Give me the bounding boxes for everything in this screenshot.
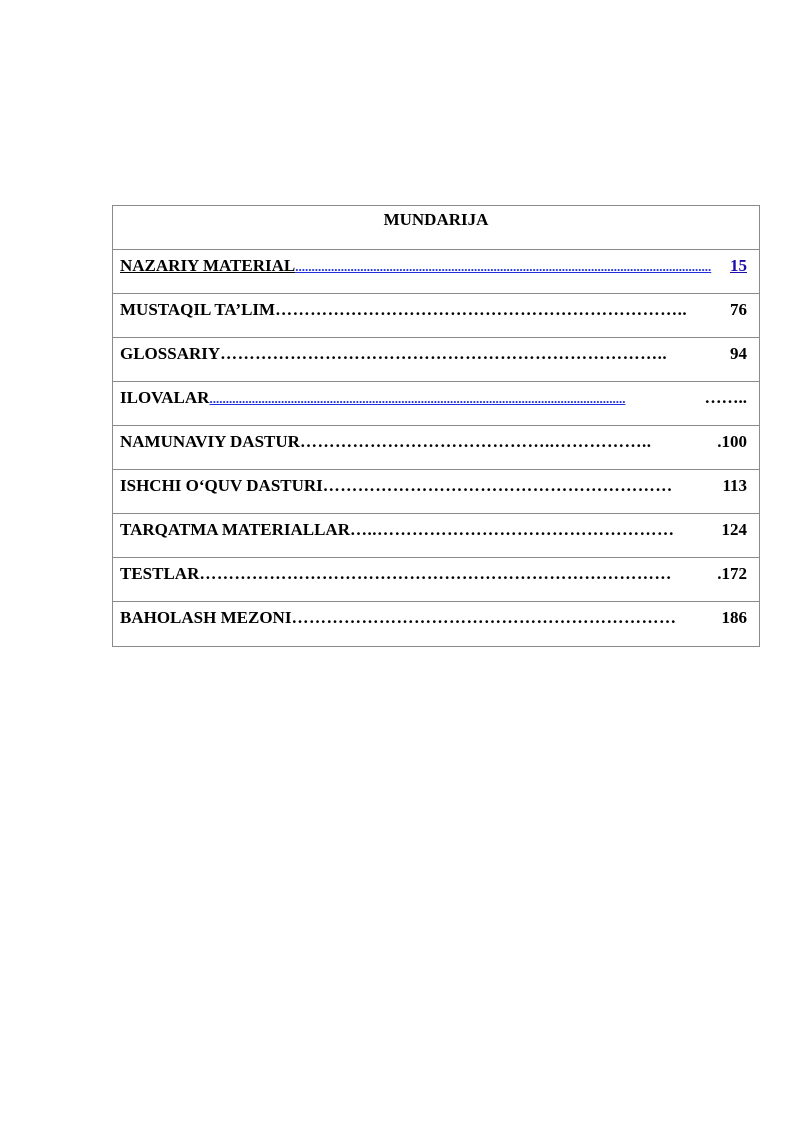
toc-row-ishchi-oquv-dasturi[interactable] — [113, 470, 759, 514]
toc-page-number: 113 — [722, 477, 747, 494]
toc-entry-label: BAHOLASH MEZONI — [120, 609, 292, 626]
toc-entry-label: MUSTAQIL TA’LIM — [120, 301, 276, 318]
toc-page-number: .172 — [717, 565, 747, 582]
toc-row-testlar[interactable] — [113, 558, 759, 602]
toc-entry-label: GLOSSARIY — [120, 345, 221, 362]
toc-leader-dots: ………………………………………………………… — [291, 609, 677, 626]
toc-leader-dots[interactable]: ................................................................................................................................ — [209, 391, 626, 406]
toc-row-ilovalar[interactable] — [113, 382, 759, 426]
toc-page-number: 76 — [730, 301, 747, 318]
toc-leader-dots: …………………………………………………… — [322, 477, 673, 494]
toc-title: MUNDARIJA — [113, 206, 759, 250]
toc-row-nazariy-material[interactable] — [113, 250, 759, 294]
toc-leader-dots: ……………………………………………………………………… — [199, 565, 672, 582]
toc-entry-label: TESTLAR — [120, 565, 200, 582]
toc-entry-label: NAMUNAVIY DASTUR — [120, 433, 300, 450]
toc-leader-tail: …….. — [704, 389, 747, 407]
toc-entry-label: ISHCHI O‘QUV DASTURI — [120, 477, 323, 494]
toc-leader-dots: ………………………………………………………………….. — [220, 345, 668, 362]
table-of-contents — [112, 205, 760, 647]
toc-row-namunaviy-dastur[interactable] — [113, 426, 759, 470]
toc-entry-label[interactable]: NAZARIY MATERIAL — [120, 257, 296, 275]
toc-row-tarqatma-materiallar[interactable] — [113, 514, 759, 558]
toc-page-number[interactable]: 15 — [730, 257, 747, 275]
toc-row-mustaqil-talim[interactable] — [113, 294, 759, 338]
toc-page-number: 186 — [721, 609, 747, 626]
toc-leader-dots: ……………………………………..…………….. — [299, 433, 652, 450]
toc-page-number: .100 — [717, 433, 747, 450]
toc-entry-label: TARQATMA MATERIALLAR — [120, 521, 350, 538]
toc-row-baholash-mezoni[interactable] — [113, 602, 759, 646]
toc-row-glossariy[interactable] — [113, 338, 759, 382]
toc-entry-label[interactable]: ILOVALAR — [120, 389, 210, 407]
toc-leader-dots: …..…………………………………………… — [349, 521, 675, 538]
toc-page-number: 124 — [721, 521, 747, 538]
toc-leader-dots: …………………………………………………………….. — [275, 301, 688, 318]
toc-page-number: 94 — [730, 345, 747, 362]
toc-leader-dots[interactable]: ................................................................................................................................ — [295, 259, 712, 274]
